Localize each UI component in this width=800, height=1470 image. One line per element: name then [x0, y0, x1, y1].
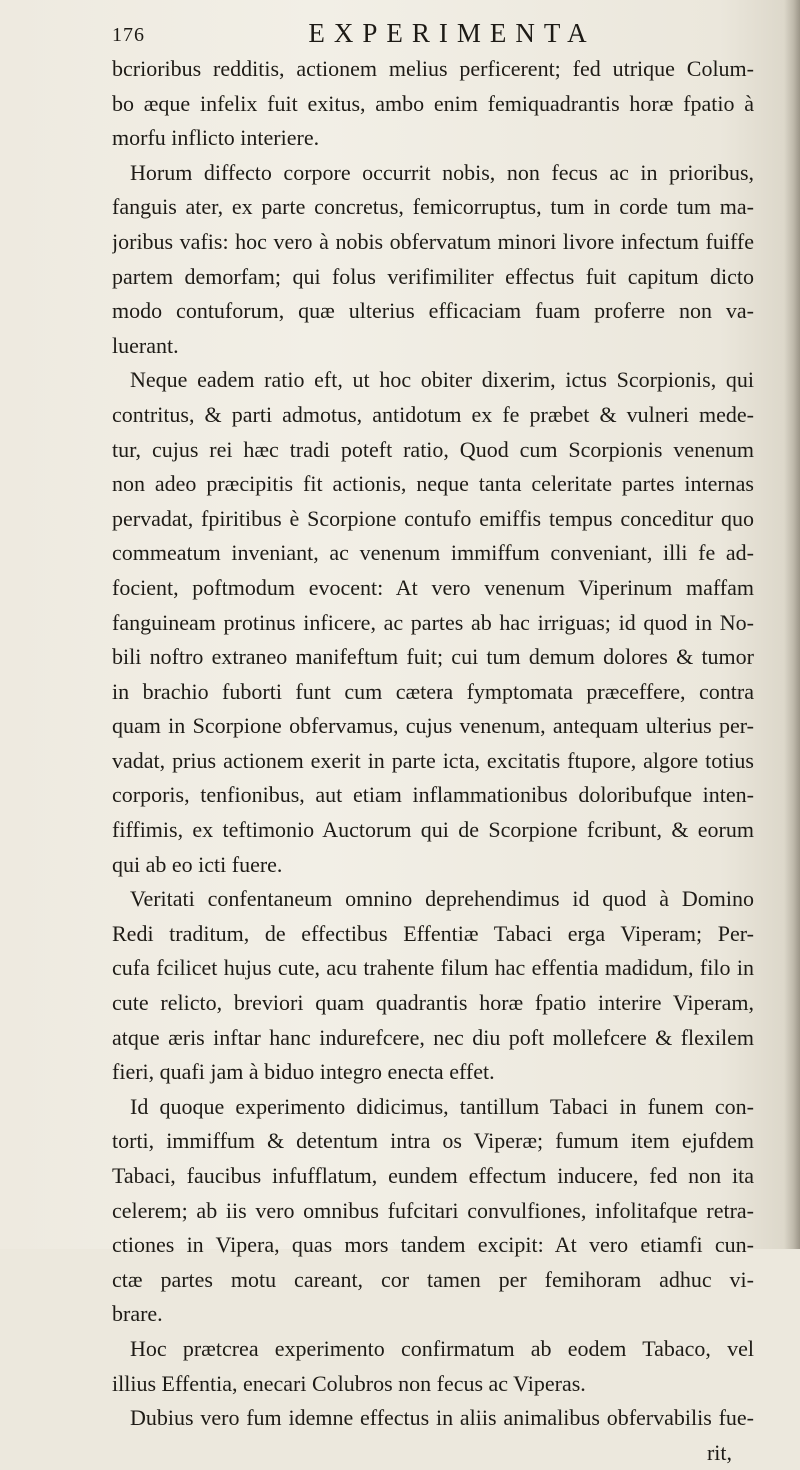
- text-line: luerant.: [112, 332, 179, 358]
- text-line: fiffimis, ex teftimonio Auctorum qui de Scorpione fcribunt, & eorum: [112, 817, 754, 843]
- text-line: non adeo præcipitis fit actionis, neque tanta celeritate partes internas: [112, 471, 754, 497]
- text-line: commeatum inveniant, ac venenum immiffum conveniant, illi fe ad-: [112, 540, 754, 566]
- page-number: 176: [112, 24, 145, 46]
- text-line: corporis, tenfionibus, aut etiam inflammationibus doloribufque inten-: [112, 782, 754, 808]
- text-line: vadat, prius actionem exerit in parte icta, excitatis ftupore, algore totius: [112, 747, 754, 773]
- catchword: rit,: [706, 1439, 732, 1465]
- text-line: tur, cujus rei hæc tradi poteft ratio, Quod cum Scorpionis venenum: [112, 436, 754, 462]
- body-text: [112, 52, 754, 1470]
- page-header: [112, 18, 752, 52]
- text-line: qui ab eo icti fuere.: [112, 851, 283, 877]
- text-line: Veritati confentaneum omnino deprehendimus id quod à Domino: [130, 886, 754, 912]
- text-line: torti, immiffum & detentum intra os Viperæ; fumum item ejufdem: [112, 1128, 754, 1154]
- text-line: Horum diffecto corpore occurrit nobis, non fecus ac in prioribus,: [130, 159, 754, 185]
- page-edge-shadow: [784, 0, 800, 1249]
- text-line: modo contuforum, quæ ulterius efficaciam fuam proferre non va-: [112, 298, 754, 324]
- running-head: EXPERIMENTA: [308, 18, 596, 48]
- text-line: illius Effentia, enecari Colubros non fecus ac Viperas.: [112, 1370, 586, 1396]
- text-line: bo æque infelix fuit exitus, ambo enim femiquadrantis horæ fpatio à: [112, 90, 754, 116]
- text-line: Hoc prætcrea experimento confirmatum ab eodem Tabaco, vel: [130, 1335, 754, 1361]
- text-line: bili noftro extraneo manifeftum fuit; cui tum demum dolores & tumor: [112, 644, 754, 670]
- text-line: fanguineam protinus inficere, ac partes ab hac irriguas; id quod in No-: [112, 609, 754, 635]
- text-line: Redi traditum, de effectibus Effentiæ Tabaci erga Viperam; Per-: [112, 920, 754, 946]
- text-line: ctæ partes motu careant, cor tamen per femihoram adhuc vi-: [112, 1266, 754, 1292]
- text-line: cufa fcilicet hujus cute, acu trahente filum hac effentia madidum, filo in: [112, 955, 754, 981]
- text-line: cute relicto, breviori quam quadrantis horæ fpatio interire Viperam,: [112, 990, 754, 1016]
- text-line: pervadat, fpiritibus è Scorpione contufo emiffis tempus conceditur quo: [112, 505, 754, 531]
- text-line: fanguis ater, ex parte concretus, femicorruptus, tum in corde tum ma-: [112, 194, 754, 220]
- text-line: fieri, quafi jam à biduo integro enecta effet.: [112, 1059, 495, 1085]
- text-line: Id quoque experimento didicimus, tantillum Tabaci in funem con-: [130, 1093, 754, 1119]
- text-line: ctiones in Vipera, quas mors tandem excipit: At vero etiamfi cun-: [112, 1232, 754, 1258]
- text-line: celerem; ab iis vero omnibus fufcitari convulfiones, infolitafque retra-: [112, 1197, 754, 1223]
- text-line: focient, poftmodum evocent: At vero venenum Viperinum maffam: [112, 574, 754, 600]
- text-line: atque æris inftar hanc indurefcere, nec diu poft mollefcere & flexilem: [112, 1024, 754, 1050]
- text-line: in brachio fuborti funt cum cætera fymptomata præceffere, contra: [112, 678, 754, 704]
- text-line: joribus vafis: hoc vero à nobis obfervatum minori livore infectum fuiffe: [112, 228, 754, 254]
- text-line: Tabaci, faucibus infufflatum, eundem effectum inducere, fed non ita: [112, 1163, 754, 1188]
- text-line: Dubius vero fum idemne effectus in aliis animalibus obfervabilis fue-: [130, 1405, 754, 1431]
- text-line: morfu inflicto interiere.: [112, 125, 320, 151]
- text-line: Neque eadem ratio eft, ut hoc obiter dixerim, ictus Scorpionis, qui: [130, 367, 754, 393]
- text-line: contritus, & parti admotus, antidotum ex fe præbet & vulneri mede-: [112, 401, 754, 427]
- text-line: bcrioribus redditis, actionem melius perficerent; fed utrique Colum-: [112, 56, 754, 81]
- text-line: brare.: [112, 1301, 163, 1327]
- text-line: quam in Scorpione obfervamus, cujus venenum, antequam ulterius per-: [112, 713, 754, 739]
- text-line: partem demorfam; qui folus verifimiliter effectus fuit capitum dicto: [112, 263, 754, 289]
